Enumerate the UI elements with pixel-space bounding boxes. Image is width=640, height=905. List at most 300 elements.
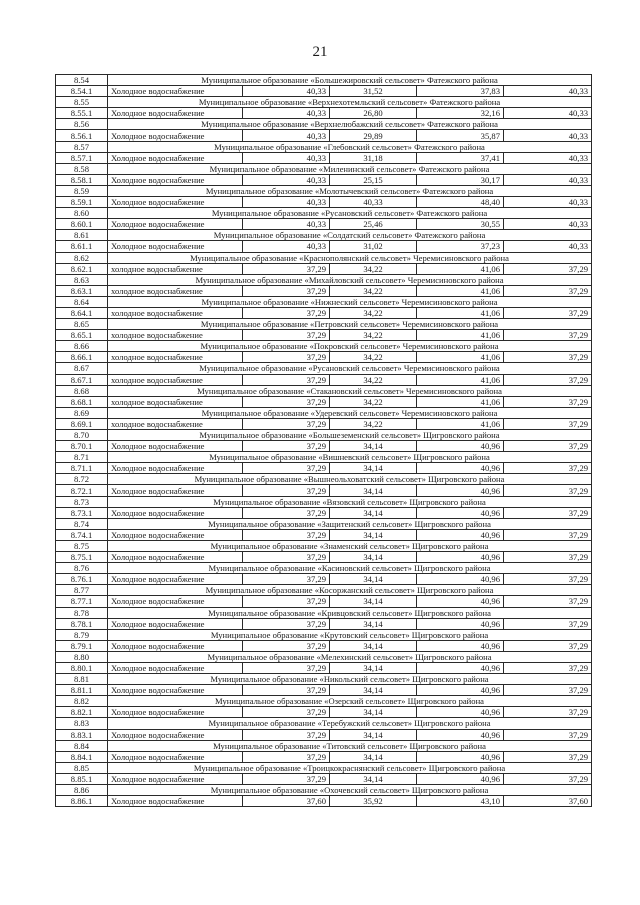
municipality-title: Муниципальное образование «Удеревский сельсовет» Черемисиновского района [108, 407, 592, 418]
municipality-title: Муниципальное образование «Верхнелюбажский сельсовет» Фатежского района [108, 119, 592, 130]
municipality-title: Муниципальное образование «Петровский сельсовет» Черемисиновского района [108, 319, 592, 330]
service-name: Холодное водоснабжение [108, 108, 243, 119]
row-number: 8.67 [56, 363, 108, 374]
tariff-value-4: 37,29 [504, 618, 592, 629]
row-number: 8.66 [56, 341, 108, 352]
municipality-header-row [56, 452, 592, 463]
tariff-value-2: 26,80 [330, 108, 417, 119]
tariff-value-2: 34,22 [330, 418, 417, 429]
tariff-value-1: 37,29 [243, 485, 330, 496]
service-name: Холодное водоснабжение [108, 152, 243, 163]
tariff-row [56, 773, 592, 784]
row-number: 8.72 [56, 474, 108, 485]
service-name: холодное водоснабжение [108, 263, 243, 274]
tariff-value-1: 40,33 [243, 197, 330, 208]
row-number: 8.69 [56, 407, 108, 418]
row-number: 8.81.1 [56, 685, 108, 696]
tariff-value-3: 40,96 [417, 751, 504, 762]
tariff-value-2: 31,52 [330, 86, 417, 97]
municipality-header-row [56, 607, 592, 618]
tariff-row [56, 86, 592, 97]
tariff-value-2: 34,14 [330, 685, 417, 696]
tariff-value-4: 37,29 [504, 529, 592, 540]
row-number: 8.82 [56, 696, 108, 707]
service-name: Холодное водоснабжение [108, 596, 243, 607]
tariff-value-3: 40,96 [417, 529, 504, 540]
tariff-value-2: 34,22 [330, 263, 417, 274]
tariff-value-2: 34,14 [330, 707, 417, 718]
tariff-row [56, 618, 592, 629]
municipality-header-row [56, 785, 592, 796]
municipality-header-row [56, 563, 592, 574]
municipality-title: Муниципальное образование «Большеземенский сельсовет» Щигровского района [108, 430, 592, 441]
municipality-header-row [56, 97, 592, 108]
tariff-value-4: 40,33 [504, 130, 592, 141]
tariff-value-4: 37,29 [504, 330, 592, 341]
tariff-row [56, 352, 592, 363]
tariff-row [56, 596, 592, 607]
tariff-value-4: 37,60 [504, 796, 592, 807]
municipality-header-row [56, 496, 592, 507]
tariff-row [56, 396, 592, 407]
row-number: 8.73.1 [56, 507, 108, 518]
tariff-value-2: 34,14 [330, 662, 417, 673]
municipality-header-row [56, 75, 592, 86]
municipality-title: Муниципальное образование «Нижнеский сельсовет» Черемисиновского района [108, 296, 592, 307]
tariff-value-1: 37,29 [243, 529, 330, 540]
tariff-value-1: 37,29 [243, 507, 330, 518]
tariff-value-1: 37,60 [243, 796, 330, 807]
municipality-title: Муниципальное образование «Троицкокраснянский сельсовет» Щигровского района [108, 762, 592, 773]
tariff-value-3: 30,17 [417, 174, 504, 185]
row-number: 8.69.1 [56, 418, 108, 429]
tariff-row [56, 707, 592, 718]
row-number: 8.60.1 [56, 219, 108, 230]
municipality-title: Муниципальное образование «Верхнехотемльский сельсовет» Фатежского района [108, 97, 592, 108]
tariff-value-3: 40,96 [417, 729, 504, 740]
service-name: холодное водоснабжение [108, 396, 243, 407]
tariff-row [56, 108, 592, 119]
row-number: 8.75.1 [56, 552, 108, 563]
row-number: 8.59.1 [56, 197, 108, 208]
row-number: 8.59 [56, 185, 108, 196]
row-number: 8.64.1 [56, 307, 108, 318]
municipality-header-row [56, 474, 592, 485]
municipality-title: Муниципальное образование «Касиновский сельсовет» Щигровского района [108, 563, 592, 574]
row-number: 8.76.1 [56, 574, 108, 585]
row-number: 8.86.1 [56, 796, 108, 807]
municipality-title: Муниципальное образование «Знаменский сельсовет» Щигровского района [108, 540, 592, 551]
tariff-value-1: 37,29 [243, 263, 330, 274]
tariff-value-1: 37,29 [243, 618, 330, 629]
row-number: 8.85.1 [56, 773, 108, 784]
tariff-row [56, 307, 592, 318]
page-number: 21 [312, 44, 328, 60]
row-number: 8.58.1 [56, 174, 108, 185]
row-number: 8.64 [56, 296, 108, 307]
tariff-value-4: 37,29 [504, 396, 592, 407]
tariff-value-2: 34,14 [330, 441, 417, 452]
tariff-value-1: 40,33 [243, 219, 330, 230]
row-number: 8.61.1 [56, 241, 108, 252]
tariff-value-1: 37,29 [243, 396, 330, 407]
row-number: 8.68 [56, 385, 108, 396]
tariff-value-4: 37,29 [504, 662, 592, 673]
municipality-header-row [56, 119, 592, 130]
tariff-value-3: 40,96 [417, 507, 504, 518]
tariff-value-2: 34,14 [330, 485, 417, 496]
service-name: Холодное водоснабжение [108, 773, 243, 784]
row-number: 8.86 [56, 785, 108, 796]
row-number: 8.56.1 [56, 130, 108, 141]
tariff-value-1: 37,29 [243, 285, 330, 296]
tariff-value-3: 32,16 [417, 108, 504, 119]
row-number: 8.58 [56, 163, 108, 174]
tariff-value-2: 34,22 [330, 352, 417, 363]
tariff-value-1: 37,29 [243, 707, 330, 718]
tariff-value-4: 37,29 [504, 374, 592, 385]
tariff-value-2: 35,92 [330, 796, 417, 807]
tariff-row [56, 197, 592, 208]
tariff-value-4: 37,29 [504, 596, 592, 607]
tariff-value-1: 37,29 [243, 441, 330, 452]
tariff-value-4: 37,29 [504, 729, 592, 740]
row-number: 8.77.1 [56, 596, 108, 607]
municipality-title: Муниципальное образование «Михайловский сельсовет» Черемисиновского района [108, 274, 592, 285]
row-number: 8.54.1 [56, 86, 108, 97]
municipality-title: Муниципальное образование «Крутовский сельсовет» Щигровского района [108, 629, 592, 640]
row-number: 8.83 [56, 718, 108, 729]
municipality-title: Муниципальное образование «Стакановский сельсовет» Черемисиновского района [108, 385, 592, 396]
tariff-value-3: 43,10 [417, 796, 504, 807]
municipality-header-row [56, 585, 592, 596]
tariff-row [56, 552, 592, 563]
municipality-header-row [56, 718, 592, 729]
row-number: 8.56 [56, 119, 108, 130]
tariff-value-4: 37,29 [504, 507, 592, 518]
tariff-value-4: 37,29 [504, 552, 592, 563]
municipality-header-row [56, 274, 592, 285]
row-number: 8.82.1 [56, 707, 108, 718]
service-name: Холодное водоснабжение [108, 729, 243, 740]
service-name: Холодное водоснабжение [108, 574, 243, 585]
tariff-value-4: 37,29 [504, 751, 592, 762]
tariff-value-2: 34,22 [330, 307, 417, 318]
tariff-value-3: 40,96 [417, 552, 504, 563]
tariff-value-2: 34,14 [330, 751, 417, 762]
municipality-title: Муниципальное образование «Миленинский сельсовет» Фатежского района [108, 163, 592, 174]
tariff-value-1: 37,29 [243, 596, 330, 607]
service-name: холодное водоснабжение [108, 374, 243, 385]
tariff-value-2: 34,22 [330, 330, 417, 341]
tariff-value-4: 40,33 [504, 108, 592, 119]
tariff-value-1: 37,29 [243, 307, 330, 318]
tariff-value-3: 40,96 [417, 574, 504, 585]
row-number: 8.57 [56, 141, 108, 152]
row-number: 8.76 [56, 563, 108, 574]
tariff-value-1: 37,29 [243, 773, 330, 784]
tariff-row [56, 662, 592, 673]
tariff-value-2: 34,14 [330, 552, 417, 563]
municipality-header-row [56, 674, 592, 685]
municipality-title: Муниципальное образование «Вязовский сельсовет» Щигровского района [108, 496, 592, 507]
municipality-title: Муниципальное образование «Вишневский сельсовет» Щигровского района [108, 452, 592, 463]
tariff-row [56, 285, 592, 296]
tariff-value-1: 37,29 [243, 418, 330, 429]
row-number: 8.63.1 [56, 285, 108, 296]
tariff-value-1: 37,29 [243, 751, 330, 762]
service-name: Холодное водоснабжение [108, 219, 243, 230]
row-number: 8.62.1 [56, 263, 108, 274]
municipality-title: Муниципальное образование «Молотычевский сельсовет» Фатежского района [108, 185, 592, 196]
row-number: 8.85 [56, 762, 108, 773]
municipality-header-row [56, 185, 592, 196]
tariff-value-1: 37,29 [243, 640, 330, 651]
municipality-title: Муниципальное образование «Теребужский сельсовет» Щигровского района [108, 718, 592, 729]
row-number: 8.54 [56, 75, 108, 86]
municipality-title: Муниципальное образование «Покровский сельсовет» Черемисиновского района [108, 341, 592, 352]
tariff-row [56, 529, 592, 540]
tariff-value-3: 40,96 [417, 773, 504, 784]
tariff-value-4: 37,29 [504, 707, 592, 718]
tariff-value-2: 31,02 [330, 241, 417, 252]
municipality-header-row [56, 385, 592, 396]
service-name: Холодное водоснабжение [108, 174, 243, 185]
municipality-title: Муниципальное образование «Мелехинский сельсовет» Щигровского района [108, 651, 592, 662]
tariff-value-2: 34,14 [330, 773, 417, 784]
municipality-header-row [56, 629, 592, 640]
tariff-value-3: 40,96 [417, 640, 504, 651]
municipality-title: Муниципальное образование «Глебовский сельсовет» Фатежского района [108, 141, 592, 152]
service-name: Холодное водоснабжение [108, 463, 243, 474]
row-number: 8.75 [56, 540, 108, 551]
service-name: Холодное водоснабжение [108, 640, 243, 651]
tariff-value-4: 37,29 [504, 485, 592, 496]
service-name: Холодное водоснабжение [108, 130, 243, 141]
row-number: 8.66.1 [56, 352, 108, 363]
tariff-value-3: 41,06 [417, 352, 504, 363]
tariff-value-2: 34,22 [330, 396, 417, 407]
tariff-value-3: 40,96 [417, 463, 504, 474]
row-number: 8.68.1 [56, 396, 108, 407]
municipality-title: Муниципальное образование «Вышнеольховатский сельсовет» Щигровского района [108, 474, 592, 485]
municipality-title: Муниципальное образование «Охочевский сельсовет» Щигровского района [108, 785, 592, 796]
municipality-header-row [56, 407, 592, 418]
service-name: Холодное водоснабжение [108, 618, 243, 629]
municipality-title: Муниципальное образование «Титовский сельсовет» Щигровского района [108, 740, 592, 751]
row-number: 8.84 [56, 740, 108, 751]
service-name: Холодное водоснабжение [108, 441, 243, 452]
tariff-value-1: 40,33 [243, 152, 330, 163]
tariff-value-4: 37,29 [504, 263, 592, 274]
tariff-value-3: 41,06 [417, 307, 504, 318]
tariff-value-2: 34,14 [330, 640, 417, 651]
tariff-table-body [56, 75, 592, 807]
tariff-value-3: 30,55 [417, 219, 504, 230]
municipality-header-row [56, 141, 592, 152]
tariff-value-1: 40,33 [243, 241, 330, 252]
service-name: холодное водоснабжение [108, 285, 243, 296]
tariff-table [55, 74, 592, 807]
tariff-value-4: 37,29 [504, 463, 592, 474]
tariff-value-3: 41,06 [417, 285, 504, 296]
row-number: 8.72.1 [56, 485, 108, 496]
municipality-header-row [56, 430, 592, 441]
municipality-title: Муниципальное образование «Защитенский сельсовет» Щигровского района [108, 518, 592, 529]
tariff-value-4: 40,33 [504, 197, 592, 208]
tariff-value-2: 31,18 [330, 152, 417, 163]
tariff-row [56, 640, 592, 651]
municipality-header-row [56, 319, 592, 330]
service-name: Холодное водоснабжение [108, 751, 243, 762]
tariff-row [56, 751, 592, 762]
tariff-value-2: 34,22 [330, 374, 417, 385]
tariff-value-3: 40,96 [417, 662, 504, 673]
row-number: 8.77 [56, 585, 108, 596]
row-number: 8.80 [56, 651, 108, 662]
tariff-value-4: 37,29 [504, 773, 592, 784]
municipality-title: Муниципальное образование «Косоржанский сельсовет» Щигровского района [108, 585, 592, 596]
municipality-title: Муниципальное образование «Русановский сельсовет» Фатежского района [108, 208, 592, 219]
service-name: холодное водоснабжение [108, 330, 243, 341]
municipality-header-row [56, 296, 592, 307]
municipality-header-row [56, 762, 592, 773]
tariff-value-1: 37,29 [243, 662, 330, 673]
municipality-header-row [56, 252, 592, 263]
municipality-header-row [56, 696, 592, 707]
tariff-value-3: 40,96 [417, 707, 504, 718]
row-number: 8.80.1 [56, 662, 108, 673]
tariff-value-4: 37,29 [504, 418, 592, 429]
tariff-value-3: 40,96 [417, 485, 504, 496]
row-number: 8.70 [56, 430, 108, 441]
row-number: 8.78.1 [56, 618, 108, 629]
tariff-value-1: 37,29 [243, 374, 330, 385]
municipality-title: Муниципальное образование «Солдатский сельсовет» Фатежского района [108, 230, 592, 241]
tariff-value-1: 40,33 [243, 86, 330, 97]
tariff-value-3: 40,96 [417, 441, 504, 452]
row-number: 8.84.1 [56, 751, 108, 762]
tariff-value-2: 40,33 [330, 197, 417, 208]
municipality-header-row [56, 518, 592, 529]
row-number: 8.61 [56, 230, 108, 241]
tariff-value-2: 34,14 [330, 596, 417, 607]
tariff-row [56, 130, 592, 141]
row-number: 8.74 [56, 518, 108, 529]
service-name: Холодное водоснабжение [108, 662, 243, 673]
tariff-value-4: 40,33 [504, 219, 592, 230]
tariff-value-4: 37,29 [504, 285, 592, 296]
row-number: 8.57.1 [56, 152, 108, 163]
municipality-title: Муниципальное образование «Краснополянский сельсовет» Черемисиновского района [108, 252, 592, 263]
row-number: 8.71 [56, 452, 108, 463]
tariff-row [56, 330, 592, 341]
service-name: холодное водоснабжение [108, 352, 243, 363]
tariff-row [56, 441, 592, 452]
tariff-value-3: 37,41 [417, 152, 504, 163]
tariff-value-2: 34,14 [330, 618, 417, 629]
municipality-header-row [56, 230, 592, 241]
tariff-row [56, 729, 592, 740]
tariff-value-1: 37,29 [243, 685, 330, 696]
municipality-title: Муниципальное образование «Озерский сельсовет» Щигровского района [108, 696, 592, 707]
row-number: 8.70.1 [56, 441, 108, 452]
row-number: 8.79 [56, 629, 108, 640]
row-number: 8.78 [56, 607, 108, 618]
service-name: Холодное водоснабжение [108, 552, 243, 563]
tariff-value-3: 40,96 [417, 685, 504, 696]
row-number: 8.81 [56, 674, 108, 685]
row-number: 8.65.1 [56, 330, 108, 341]
tariff-value-3: 37,23 [417, 241, 504, 252]
tariff-value-1: 40,33 [243, 130, 330, 141]
tariff-value-4: 40,33 [504, 152, 592, 163]
municipality-title: Муниципальное образование «Никольский сельсовет» Щигровского района [108, 674, 592, 685]
tariff-value-3: 41,06 [417, 418, 504, 429]
tariff-value-3: 41,06 [417, 396, 504, 407]
tariff-value-2: 34,14 [330, 463, 417, 474]
municipality-header-row [56, 740, 592, 751]
tariff-value-1: 40,33 [243, 174, 330, 185]
row-number: 8.63 [56, 274, 108, 285]
row-number: 8.65 [56, 319, 108, 330]
service-name: Холодное водоснабжение [108, 685, 243, 696]
tariff-value-4: 37,29 [504, 685, 592, 696]
tariff-value-1: 37,29 [243, 552, 330, 563]
tariff-row [56, 418, 592, 429]
tariff-value-2: 29,89 [330, 130, 417, 141]
tariff-value-4: 40,33 [504, 174, 592, 185]
tariff-value-4: 37,29 [504, 574, 592, 585]
tariff-value-1: 37,29 [243, 574, 330, 585]
tariff-row [56, 174, 592, 185]
tariff-row [56, 463, 592, 474]
row-number: 8.73 [56, 496, 108, 507]
row-number: 8.55 [56, 97, 108, 108]
tariff-row [56, 219, 592, 230]
tariff-row [56, 241, 592, 252]
tariff-row [56, 485, 592, 496]
service-name: холодное водоснабжение [108, 307, 243, 318]
municipality-title: Муниципальное образование «Кривцовский сельсовет» Щигровского района [108, 607, 592, 618]
row-number: 8.83.1 [56, 729, 108, 740]
row-number: 8.62 [56, 252, 108, 263]
municipality-header-row [56, 540, 592, 551]
service-name: Холодное водоснабжение [108, 507, 243, 518]
tariff-value-2: 25,15 [330, 174, 417, 185]
tariff-value-2: 34,14 [330, 529, 417, 540]
municipality-header-row [56, 363, 592, 374]
tariff-value-3: 41,06 [417, 330, 504, 341]
row-number: 8.55.1 [56, 108, 108, 119]
tariff-value-2: 34,14 [330, 574, 417, 585]
tariff-row [56, 374, 592, 385]
tariff-value-4: 37,29 [504, 640, 592, 651]
row-number: 8.67.1 [56, 374, 108, 385]
municipality-header-row [56, 651, 592, 662]
tariff-row [56, 152, 592, 163]
tariff-value-3: 35,87 [417, 130, 504, 141]
tariff-value-3: 48,40 [417, 197, 504, 208]
municipality-header-row [56, 208, 592, 219]
row-number: 8.74.1 [56, 529, 108, 540]
tariff-value-1: 37,29 [243, 330, 330, 341]
tariff-value-1: 37,29 [243, 352, 330, 363]
tariff-value-2: 25,46 [330, 219, 417, 230]
tariff-row [56, 263, 592, 274]
tariff-value-3: 40,96 [417, 618, 504, 629]
tariff-row [56, 796, 592, 807]
